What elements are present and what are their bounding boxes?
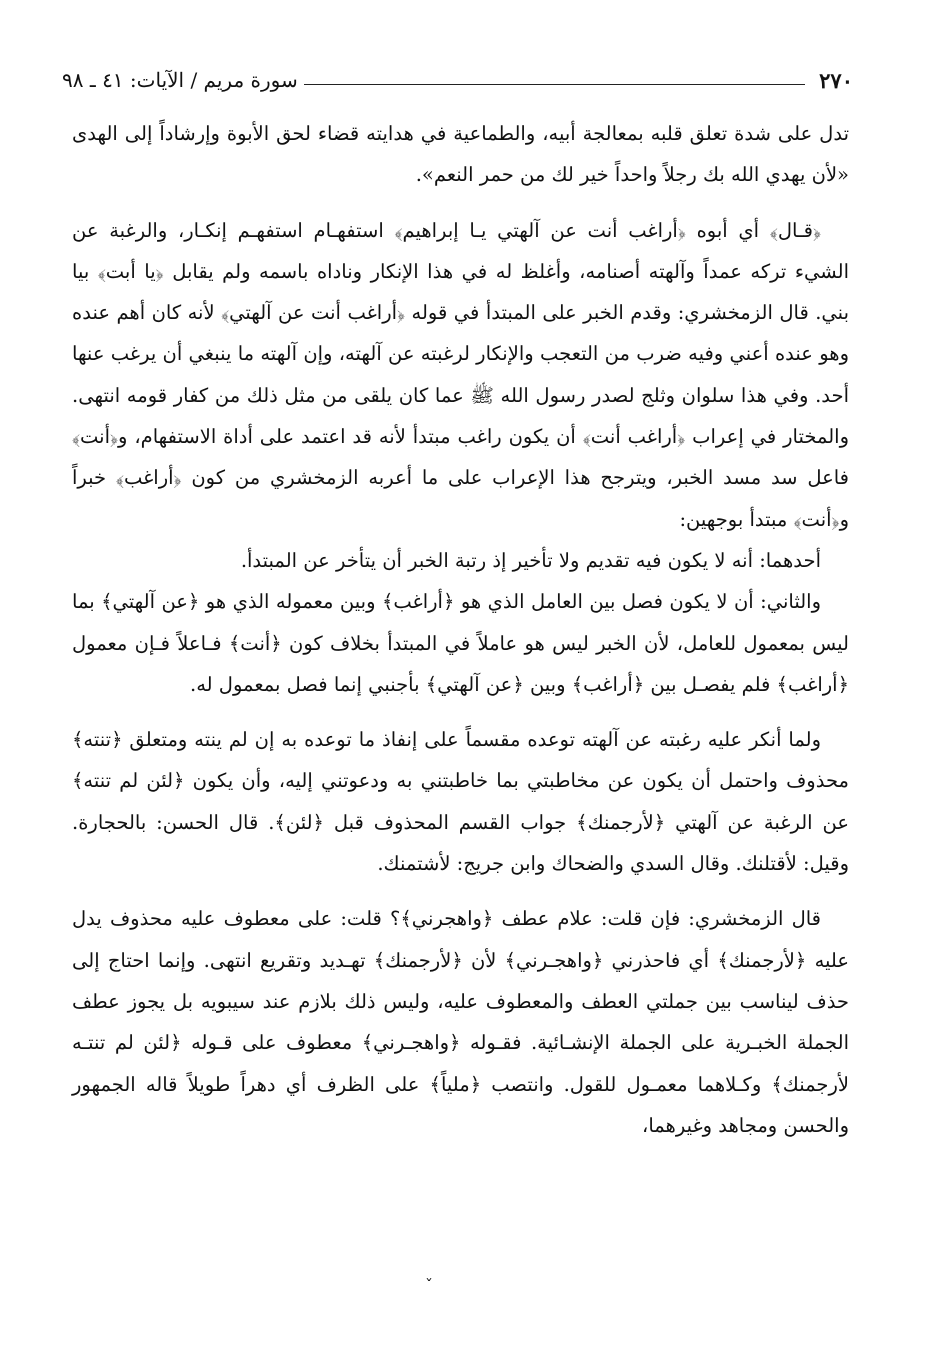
page-number: ٢٧٠ — [819, 67, 853, 93]
paragraph-5: ولما أنكر عليه رغبته عن آلهته توعده مقسماً على إنفاذ ما توعده به إن لم ينته ومتعلق ﴿تنته﴾ محذوف واحتمل أن يكون عن مخاطبتي بما خاطبتني به ودعوتني إليه، وأن يكون ﴿لئن لم تنته﴾ عن الرغبة عن آلهتي ﴿لأرجمنك﴾ جواب القسم المحذوف قبل ﴿لئن﴾. قال الحسن: بالحجارة. وقيل: لأقتلنك. وقال السدي والضحاك وابن جريج: لأشتمنك. — [72, 728, 849, 876]
page-header — [62, 60, 853, 100]
footer-mark: ˯ — [425, 1262, 433, 1281]
paragraph-4: والثاني: أن لا يكون فصل بين العامل الذي هو ﴿أراغب﴾ وبين معموله الذي هو ﴿عن آلهتي﴾ بما ليس بمعمول للعامل، لأن الخبر ليس هو عاملاً في المبتدأ بخلاف كون ﴿أنت﴾ فـاعلاً فـإن معمول ﴿أراغب﴾ فلم يفصـل بين ﴿أراغب﴾ وبين ﴿عن آلهتي﴾ بأجنبي إنما فصل بمعمول له. — [72, 590, 849, 696]
header-rule — [304, 84, 805, 85]
running-title: سورة مريم / الآيات: ٤١ ـ ٩٨ — [62, 68, 298, 92]
paragraph-2: ﴿قـال﴾ أي أبوه ﴿أراغب أنت عن آلهتي يـا إبراهيم﴾ استفهـام استفهـم إنكـار، والرغبة عن الشيء تركه عمداً وآلهته أصنامه، وأغلظ له في هذا الإنكار وناداه باسمه ولم يقابل ﴿يا أبت﴾ بيا بني. قال الزمخشري: وقدم الخبر على المبتدأ في قوله ﴿أراغب أنت عن آلهتي﴾ لأنه كان أهم عنده وهو عنده أعني وفيه ضرب من التعجب والإنكار لرغبته عن آلهته، وإن آلهته ما ينبغي أن يرغب عنها أحد. وفي هذا سلوان وثلج لصدر رسول الله ﷺ عما كان يلقى من مثل ذلك من كفار قومه انتهى. والمختار في إعراب ﴿أراغب أنت﴾ أن يكون راغب مبتدأ لأنه قد اعتمد على أداة الاستفهام، و﴿أنت﴾ فاعل سد مسد الخبر، ويترجح هذا الإعراب على ما أعربه الزمخشري من كون ﴿أراغب﴾ خبراً و﴿أنت﴾ مبتدأ بوجهين: — [72, 218, 849, 531]
page-body — [72, 113, 849, 1146]
paragraph-3: أحدهما: أنه لا يكون فيه تقديم ولا تأخير إذ رتبة الخبر أن يتأخر عن المبتدأ. — [240, 548, 821, 572]
paragraph-1: تدل على شدة تعلق قلبه بمعالجة أبيه، والطماعية في هدايته قضاء لحق الأبوة وإرشاداً إلى الهدى «لأن يهدي الله بك رجلاً واحداً خير لك من حمر النعم». — [72, 122, 849, 187]
paragraph-6: قال الزمخشري: فإن قلت: علام عطف ﴿واهجرني﴾؟ قلت: على معطوف عليه محذوف يدل عليه ﴿لأرجمنك﴾ أي فاحذرني ﴿واهجـرني﴾ لأن ﴿لأرجمنك﴾ تهـديد وتقريع انتهى. وإنما احتاج إلى حذف ليناسب بين جملتي العطف والمعطوف عليه، وليس ذلك بلازم عند سيبويه بل يجوز عطف الجملة الخبـرية على الجملة الإنشـائية. فقـوله ﴿واهجـرني﴾ معطوف على قـوله ﴿لئن لم تنتـه لأرجمنك﴾ وكـلاهما معمـول للقول. وانتصب ﴿ملياً﴾ على الظرف أي دهراً طويلاً قاله الجمهور والحسن ومجاهد وغيرهما، — [72, 907, 849, 1137]
